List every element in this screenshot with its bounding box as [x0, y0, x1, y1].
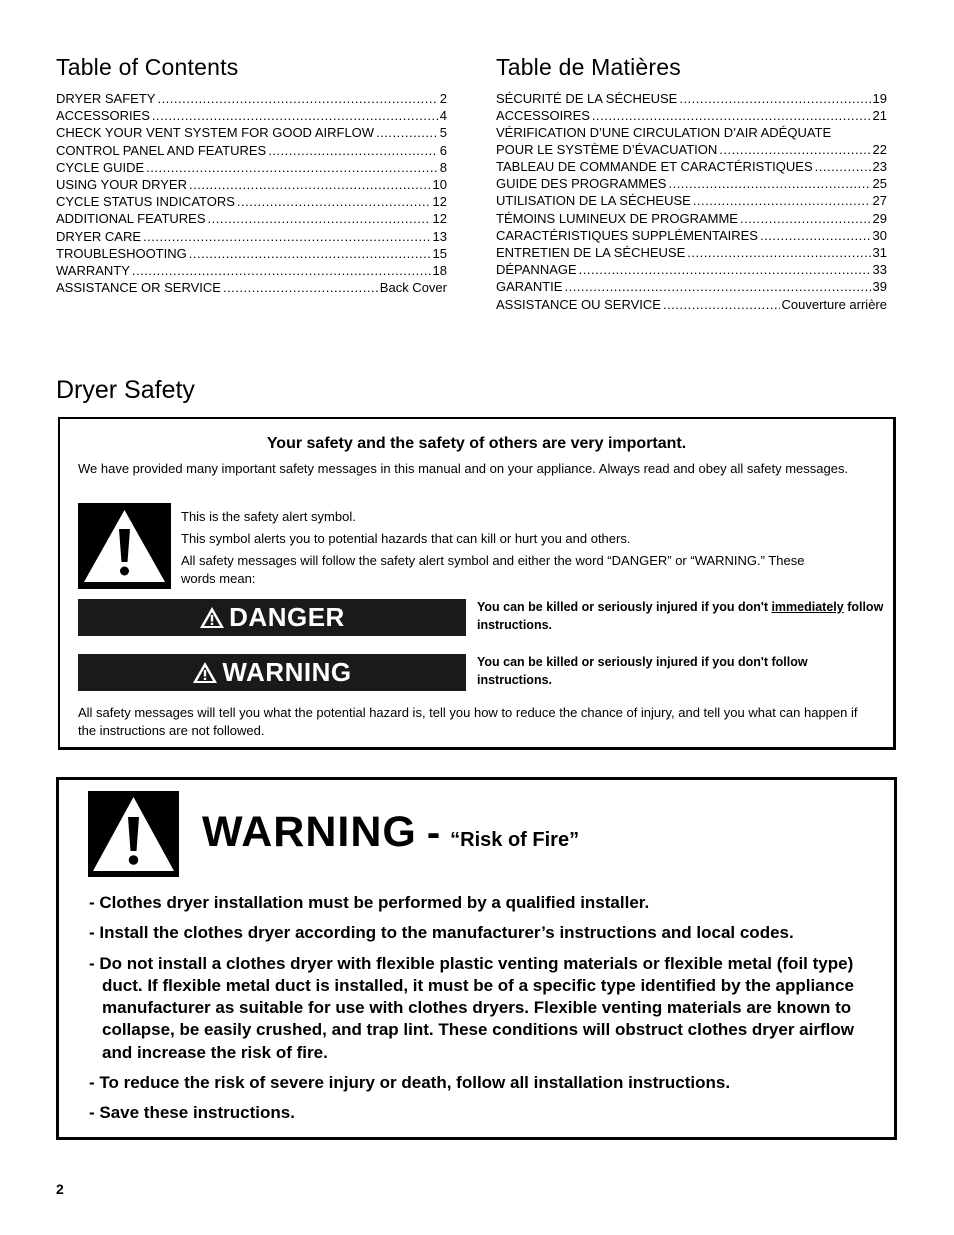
toc-entry-page: 27 [872, 193, 887, 209]
toc-leader [663, 297, 780, 312]
section-title: Dryer Safety [56, 376, 195, 404]
toc-entry-label: ACCESSOIRES [496, 108, 590, 124]
danger-text-emphasis: immediately [771, 600, 844, 614]
danger-banner [78, 599, 466, 636]
toc-entry-page: 2 [439, 91, 447, 106]
list-item: - Do not install a clothes dryer with flexible plastic venting materials or flexible metal (foil type) duct. If flexible metal duct is installed, it must be of a specific type identified by the appliance manufacturer as suitable for use with clothes dryers. Flexible venting materials are known to collapse, be easily crushed, and trap lint. These conditions will obstruct clothes dryer airflow and increase the risk of fire. [89, 953, 854, 1062]
toc-leader [376, 125, 438, 140]
toc-entry[interactable] [56, 143, 447, 160]
toc-entry[interactable] [496, 279, 887, 296]
toc-leader [189, 177, 431, 192]
toc-entry-page: 10 [432, 176, 447, 192]
safety-footer: All safety messages will tell you what the potential hazard is, tell you how to reduce the chance of injury, and tell you what can happen if the instructions are not followed. [78, 705, 858, 738]
toc-entry-label: SÉCURITÉ DE LA SÉCHEUSE [496, 91, 678, 106]
danger-description [477, 599, 887, 634]
list-item: - Install the clothes dryer according to the manufacturer’s instructions and local codes. [89, 923, 794, 943]
toc-entry-label: VÉRIFICATION D’UNE CIRCULATION D’AIR ADÉQUATE [496, 125, 832, 141]
toc-entry-label: CYCLE GUIDE [56, 159, 145, 175]
page-number: 2 [56, 1181, 64, 1197]
toc-entry-page: 8 [439, 159, 447, 175]
toc-french-list [496, 91, 887, 314]
toc-leader [592, 108, 871, 123]
warning-triangle-icon [78, 503, 171, 589]
toc-leader [143, 229, 431, 244]
toc-entry[interactable] [56, 91, 447, 108]
alert-line: All safety messages will follow the safety alert symbol and either the word “DANGER” or “WARNING.” These words mean: [181, 553, 805, 586]
toc-entry-label: ADDITIONAL FEATURES [56, 211, 206, 227]
toc-entry[interactable] [496, 193, 887, 210]
toc-entry-label: CONTROL PANEL AND FEATURES [56, 142, 267, 158]
toc-leader [237, 194, 431, 209]
alert-explanation [181, 508, 821, 592]
toc-entry-label: ENTRETIEN DE LA SÉCHEUSE [496, 245, 686, 260]
toc-entry-page: 4 [439, 108, 447, 124]
toc-leader [208, 211, 431, 226]
toc-leader [564, 279, 870, 294]
toc-entry-label: CHECK YOUR VENT SYSTEM FOR GOOD AIRFLOW [56, 125, 375, 141]
toc-entry[interactable] [496, 245, 887, 262]
toc-french [496, 54, 887, 314]
toc-entry-label: TROUBLESHOOTING [56, 245, 187, 261]
toc-entry-page: Back Cover [379, 280, 447, 296]
toc-leader [687, 245, 870, 260]
warning-subtitle: “Risk of Fire” [450, 829, 580, 851]
warning-banner [78, 654, 466, 691]
toc-leader [760, 228, 871, 243]
toc-entry-page: Couverture arrière [781, 296, 887, 312]
toc-entry[interactable] [56, 211, 447, 228]
toc-entry[interactable] [56, 177, 447, 194]
toc-entry[interactable] [496, 211, 887, 228]
toc-entry-label: DRYER SAFETY [56, 91, 156, 106]
toc-entry[interactable] [56, 125, 447, 142]
toc-entry[interactable] [496, 297, 887, 314]
toc-entry[interactable] [496, 228, 887, 245]
toc-french-title: Table de Matières [496, 54, 681, 80]
toc-english-title: Table of Contents [56, 54, 239, 80]
toc-entry-page: 5 [439, 125, 447, 141]
toc-entry-page: 19 [872, 91, 887, 106]
toc-entry-page: 15 [432, 245, 447, 261]
toc-entry-label: USING YOUR DRYER [56, 176, 187, 192]
list-item: - Save these instructions. [89, 1103, 295, 1123]
toc-entry-label: ASSISTANCE OR SERVICE [56, 280, 221, 296]
toc-entry[interactable] [56, 263, 447, 280]
toc-english-list [56, 91, 447, 297]
toc-leader [152, 108, 438, 123]
toc-entry[interactable] [496, 176, 887, 193]
toc-entry-label: GARANTIE [496, 279, 563, 295]
danger-text-end: follow instructions. [477, 600, 884, 632]
toc-entry-page: 18 [432, 262, 447, 278]
safety-heading: Your safety and the safety of others are very important. [266, 435, 687, 452]
toc-entry-label: UTILISATION DE LA SÉCHEUSE [496, 193, 691, 209]
safety-message-box [58, 417, 896, 750]
toc-entry[interactable] [56, 280, 447, 297]
toc-entry-page: 13 [432, 228, 447, 244]
toc-entry-page: 30 [872, 227, 887, 243]
toc-entry[interactable] [496, 142, 887, 159]
toc-leader [132, 263, 431, 278]
toc-entry-line[interactable] [496, 125, 887, 142]
title-dash: - [426, 811, 441, 855]
alert-triangle-icon [199, 606, 225, 629]
toc-entry-label: ACCESSORIES [56, 108, 150, 124]
toc-leader [719, 142, 870, 157]
toc-entry-page: 33 [872, 262, 887, 278]
toc-leader [223, 280, 378, 295]
toc-entry-page: 25 [872, 176, 887, 192]
toc-entry[interactable] [56, 194, 447, 211]
toc-leader [157, 91, 437, 106]
toc-leader [668, 176, 870, 191]
danger-label: DANGER [229, 602, 345, 632]
warning-triangle-icon [88, 791, 179, 877]
alert-line: This symbol alerts you to potential hazards that can kill or hurt you and others. [181, 531, 631, 546]
warning-description: You can be killed or seriously injured if you don't follow instructions. [477, 655, 808, 687]
toc-entry[interactable] [56, 160, 447, 177]
toc-leader [693, 193, 871, 208]
toc-leader [815, 159, 871, 174]
toc-entry-page: 39 [872, 279, 887, 295]
toc-entry-label: TABLEAU DE COMMANDE ET CARACTÉRISTIQUES [496, 159, 813, 175]
safety-intro: We have provided many important safety messages in this manual and on your appliance. Always read and obey all safety messages. [78, 461, 849, 476]
danger-text: You can be killed or seriously injured if you don't [477, 600, 772, 614]
toc-entry-label: CARACTÉRISTIQUES SUPPLÉMENTAIRES [496, 227, 758, 243]
toc-entry[interactable] [496, 262, 887, 279]
fire-warning-title [202, 808, 579, 857]
toc-entry-label: POUR LE SYSTÈME D’ÉVACUATION [496, 141, 718, 157]
toc-entry-page: 21 [872, 108, 887, 124]
toc-entry-page: 12 [432, 194, 447, 210]
toc-leader [679, 91, 870, 106]
toc-entry-label: DRYER CARE [56, 228, 142, 244]
toc-entry-page: 23 [872, 159, 887, 175]
list-item: - Clothes dryer installation must be performed by a qualified installer. [89, 893, 650, 912]
toc-entry[interactable] [496, 159, 887, 176]
list-item: - To reduce the risk of severe injury or death, follow all installation instructions. [89, 1073, 731, 1093]
warning-label: WARNING [222, 657, 352, 687]
toc-leader [189, 246, 431, 261]
alert-line: This is the safety alert symbol. [181, 509, 356, 524]
toc-entry-label: GUIDE DES PROGRAMMES [496, 176, 667, 192]
toc-entry-label: DÉPANNAGE [496, 262, 577, 278]
toc-leader [579, 262, 871, 277]
toc-entry[interactable] [56, 246, 447, 263]
toc-leader [146, 160, 438, 175]
toc-entry[interactable] [496, 91, 887, 108]
toc-entry-label: CYCLE STATUS INDICATORS [56, 194, 235, 210]
toc-leader [740, 211, 871, 226]
toc-entry[interactable] [56, 108, 447, 125]
alert-triangle-icon [192, 661, 218, 684]
toc-entry[interactable] [496, 108, 887, 125]
toc-english [56, 54, 447, 297]
toc-entry-label: WARRANTY [56, 262, 130, 278]
toc-entry-label: ASSISTANCE OU SERVICE [496, 296, 661, 312]
toc-entry-page: 29 [872, 210, 887, 226]
fire-warning-box [56, 777, 897, 1140]
toc-entry[interactable] [56, 229, 447, 246]
fire-warning-list [89, 892, 874, 1133]
toc-entry-page: 22 [872, 141, 887, 157]
warning-word: WARNING [202, 808, 417, 856]
toc-entry-page: 31 [872, 245, 887, 260]
toc-leader [268, 143, 438, 158]
toc-entry-label: TÉMOINS LUMINEUX DE PROGRAMME [496, 210, 738, 226]
toc-entry-page: 6 [439, 142, 447, 158]
toc-entry-page: 12 [432, 211, 447, 227]
